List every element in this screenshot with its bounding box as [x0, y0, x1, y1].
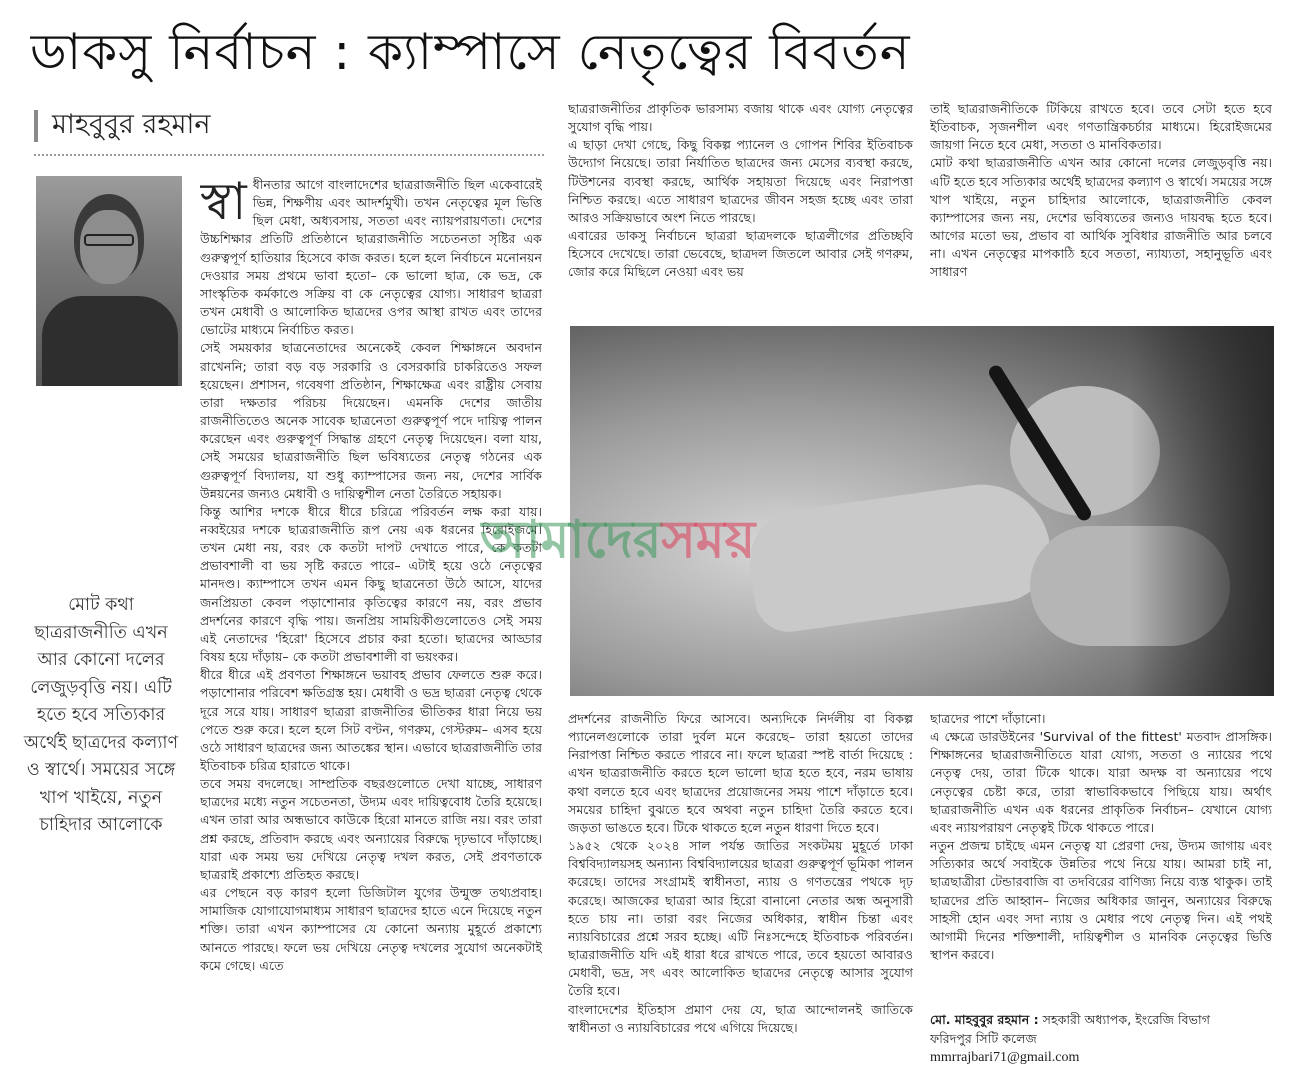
signature-line — [930, 1010, 1272, 1029]
byline-bar — [34, 110, 38, 142]
column-2-top — [568, 100, 913, 310]
column-2-bottom — [568, 710, 913, 1076]
author-signature — [930, 1010, 1272, 1076]
column-3-bottom — [930, 710, 1272, 1010]
paragraph: এর পেছনে বড় কারণ হলো ডিজিটাল যুগের উন্মুক্ত তথ্যপ্রবাহ। সামাজিক যোগাযোগমাধ্যম সাধারণ ছাত্রদের হাতে এনে দিয়েছে নতুন শক্তি। তারা এখন ক্যাম্পাসের যে কোনো অন্যায় মুহূর্তে প্রকাশ্যে আনতে পারছে। ফলে ভয় দেখিয়ে নেতৃত্ব দখলের সুযোগ অনেকটাই কমে গেছে। এতে — [200, 885, 542, 973]
author-name: মাহবুবুর রহমান — [52, 108, 211, 140]
headline: ডাকসু নির্বাচন : ক্যাম্পাসে নেতৃত্বের বিবর্তন — [30, 23, 911, 81]
dotted-divider — [34, 154, 544, 156]
signature-email[interactable]: mmrrajbari71@gmail.com — [930, 1050, 1080, 1065]
paragraph: ১৯৫২ থেকে ২০২৪ সাল পর্যন্ত জাতির সংকটময় মুহূর্তে ঢাকা বিশ্ববিদ্যালয়সহ অন্যান্য বিশ্ববিদ্যালয়ের ছাত্ররা গুরুত্বপূর্ণ ভূমিকা পালন করেছে। তাদের সংগ্রামই স্বাধীনতা, ন্যায় ও গণতন্ত্রের পথকে দৃঢ় করেছে। আজকের ছাত্ররা আর হিরো বানানো নেতার অন্ধ অনুসারী হতে চায় না। তারা বরং নিজের অধিকার, স্বাধীন চিন্তা এবং ন্যায়বিচারের প্রশ্নে সরব হচ্ছে। এটি নিঃসন্দেহে ইতিবাচক পরিবর্তন। ছাত্ররাজনীতি যদি এই ধারা ধরে রাখতে পারে, তবে হয়তো আবারও মেধাবী, ভদ্র, সৎ এবং আলোকিত ছাত্রদের নেতৃত্বে আসার সুযোগ তৈরি হবে। — [568, 838, 913, 999]
signature-name: মো. মাহবুবুর রহমান : — [930, 1012, 1039, 1027]
paragraph: এ ছাড়া দেখা গেছে, কিছু বিকল্প প্যানেল ও গোপন শিবির ইতিবাচক উদ্যোগ নিয়েছে। তারা নির্যাতিত ছাত্রদের জন্য মেসের ব্যবস্থা করছে, টিউশনের ব্যবস্থা করছে, আর্থিক সহায়তা দিয়েছে এবং নিরাপত্তা নিশ্চিত করছে। এতে সাধারণ ছাত্রদের জীবন সহজ হচ্ছে এবং তারা আরও সক্রিয়ভাবে অংশ নিতে পারছে। — [568, 137, 913, 225]
paragraph: ধীরে ধীরে এই প্রবণতা শিক্ষাঙ্গনে ভয়াবহ প্রভাব ফেলতে শুরু করে। পড়াশোনার পরিবেশ ক্ষতিগ্রস্ত হয়। মেধাবী ও ভদ্র ছাত্ররা নেতৃত্ব থেকে দূরে সরে যায়। সাধারণ ছাত্ররা রাজনীতির ভীতিকর ধারা নিয়ে ভয় পেতে শুরু করে। হলে হলে সিট বণ্টন, গণরুম, গেস্টরুম– এসব হয়ে ওঠে সাধারণ ছাত্রদের জন্য আতঙ্কের স্থান। এভাবে ছাত্ররাজনীতি তার ইতিবাচক চরিত্র হারাতে থাকে। — [200, 667, 542, 773]
paragraph: প্রদর্শনের রাজনীতি ফিরে আসবে। অন্যদিকে নির্দলীয় বা বিকল্প প্যানেলগুলোকে তারা দুর্বল মনে করেছে– তারা হয়তো তাদের নিরাপত্তা নিশ্চিত করতে পারবে না। ফলে ছাত্ররা স্পষ্ট বার্তা দিয়েছে : এখন ছাত্ররাজনীতি করতে হলে ভালো ছাত্র হতে হবে, নরম ভাষায় কথা বলতে হবে এবং ছাত্রদের প্রয়োজনের সময় পাশে দাঁড়াতে হবে। সময়ের চাহিদা বুঝতে হবে অথবা নতুন চাহিদা তৈরি করতে হবে। জড়তা ভাঙতে হবে। টিকে থাকতে হলে নতুন ধারণা দিতে হবে। — [568, 711, 913, 835]
paragraph: এবারের ডাকসু নির্বাচনে ছাত্ররা ছাত্রদলকে ছাত্রলীগের প্রতিচ্ছবি হিসেবে দেখেছে। তারা ভেবেছে, ছাত্রদল জিতলে আবার সেই গণরুম, জোর করে মিছিলে নেওয়া এবং ভয় — [568, 228, 913, 280]
paragraph: তাই ছাত্ররাজনীতিকে টিকিয়ে রাখতে হবে। তবে সেটা হতে হবে ইতিবাচক, সৃজনশীল এবং গণতান্ত্রিকচর্চার মাধ্যমে। হিরোইজমের জায়গা নিতে হবে মেধা, সততা ও মানবিকতার। — [930, 101, 1272, 153]
drop-cap: স্বা — [200, 176, 247, 232]
paragraph: ছাত্রদের পাশে দাঁড়ানো। — [930, 711, 1046, 726]
paragraph: নতুন প্রজন্ম চাইছে এমন নেতৃত্ব যা প্রেরণা দেয়, উদ্যম জাগায় এবং সত্যিকার অর্থে সবাইকে উন্নতির পথে নিয়ে যায়। আমরা চাই না, ছাত্রছাত্রীরা টেন্ডারবাজি বা তদবিরের বাণিজ্য নিয়ে ব্যস্ত থাকুক। তাই ছাত্রদের প্রতি আহ্বান– নিজের অধিকার জানুন, অন্যায়ের বিরুদ্ধে সাহসী হোন এবং সদা ন্যায় ও মেধার পথে নেতৃত্ব দিন। এই পথই আগামী দিনের শক্তিশালী, দায়িত্বশীল ও মানবিক নেতৃত্বের ভিত্তি স্থাপন করবে। — [930, 838, 1272, 963]
watermark-part-1: আমাদের — [480, 510, 662, 570]
paragraph: তবে সময় বদলেছে। সাম্প্রতিক বছরগুলোতে দেখা যাচ্ছে, সাধারণ ছাত্রদের মধ্যে নতুন সচেতনতা, উদ্যম এবং দায়িত্ববোধ তৈরি হয়েছে। এখন তারা আর অন্ধভাবে কাউকে হিরো মানতে রাজি নয়। বরং তারা প্রশ্ন করছে, প্রতিবাদ করছে এবং অন্যায়ের বিরুদ্ধে দৃঢ়ভাবে দাঁড়াচ্ছে। যারা এক সময় ভয় দেখিয়ে নেতৃত্ব দখল করত, সেই প্রবণতাকে ছাত্ররাই প্রকাশ্যে প্রতিহত করছে। — [200, 776, 542, 882]
publisher-watermark — [480, 500, 830, 580]
pull-quote: মোট কথা ছাত্ররাজনীতি এখন আর কোনো দলের লেজুড়বৃত্তি নয়। এটি হতে হবে সত্যিকার অর্থেই ছাত্রদের কল্যাণ ও স্বার্থে। সময়ের সঙ্গে খাপ খাইয়ে, নতুন চাহিদার আলোকে — [23, 595, 179, 835]
column-3-top — [930, 100, 1272, 310]
watermark-part-2: সময় — [661, 510, 756, 570]
signature-institution: ফরিদপুর সিটি কলেজ — [930, 1031, 1037, 1046]
paragraph: ছাত্ররাজনীতির প্রাকৃতিক ভারসাম্য বজায় থাকে এবং যোগ্য নেতৃত্বের সুযোগ বৃদ্ধি পায়। — [568, 101, 913, 135]
paragraph: এ ক্ষেত্রে ডারউইনের 'Survival of the fittest' মতবাদ প্রাসঙ্গিক। শিক্ষাঙ্গনের ছাত্ররাজনীতিতে যারা যোগ্য, সততা ও ন্যায়ের পথে নেতৃত্ব দেয়, তারা টিকে থাকে। যারা অদক্ষ বা অন্যায়ের পথে নেতৃত্বের চেষ্টা করে, তারা স্বাভাবিকভাবে পিছিয়ে যায়। অর্থাৎ ছাত্ররাজনীতি এখন এক ধরনের প্রাকৃতিক নির্বাচন– যেখানে যোগ্য এবং ন্যায়পরায়ণ নেতৃত্বই টিকে থাকতে পারে। — [930, 729, 1272, 835]
paragraph: কিন্তু আশির দশকে ধীরে ধীরে চরিত্রে পরিবর্তন লক্ষ করা যায়। নব্বইয়ের দশকে ছাত্ররাজনীতি রূপ নেয় এক ধরনের হিরোইজমে। তখন মেধা নয়, বরং কে কতটা দাপট দেখাতে পারে, কে কতটা প্রভাবশালী বা ভয় সৃষ্টি করতে পারে– এটাই হয়ে ওঠে নেতৃত্বের মানদণ্ড। ক্যাম্পাসে তখন এমন কিছু ছাত্রনেতা উঠে আসে, যাদের জনপ্রিয়তা কেবল পড়াশোনার কৃতিত্বের কারণে নয়, বরং প্রভাব প্রদর্শনের কারণে বৃদ্ধি পায়। জনপ্রিয় সাময়িকীগুলোতেও সেই সময় এই নেতাদের 'হিরো' হিসেবে প্রচার করা হতো। ছাত্রদের আড্ডার বিষয় হয়ে দাঁড়ায়– কে কতটা প্রভাবশালী বা ভয়ংকর। — [200, 503, 542, 665]
signature-role: সহকারী অধ্যাপক, ইংরেজি বিভাগ — [1042, 1012, 1210, 1027]
paragraph: সেই সময়কার ছাত্রনেতাদের অনেকেই কেবল শিক্ষাঙ্গনে অবদান রাখেননি; তারা বড় বড় সরকারি ও বেসরকারি চাকরিতেও সফল হয়েছেন। প্রশাসন, গবেষণা প্রতিষ্ঠান, শিক্ষাক্ষেত্র এবং রাষ্ট্রীয় সেবায় তারা দক্ষতার পরিচয় দিয়েছেন। এমনকি দেশের জাতীয় রাজনীতিতেও অনেক সাবেক ছাত্রনেতা গুরুত্বপূর্ণ পদে দায়িত্ব পালন করেছেন এবং গুরুত্বপূর্ণ সিদ্ধান্ত গ্রহণে নেতৃত্ব দিয়েছেন। বলা যায়, সেই সময়ের ছাত্ররাজনীতি ছিল ভবিষ্যতের নেতৃত্ব গঠনের এক গুরুত্বপূর্ণ বিদ্যালয়, যা শুধু ক্যাম্পাসের জন্য নয়, দেশের সার্বিক উন্নয়নের জন্যও মেধাবী ও দায়িত্বশীল নেতা তৈরিতে সহায়ক। — [200, 340, 542, 501]
paragraph: ধীনতার আগে বাংলাদেশের ছাত্ররাজনীতি ছিল একেবারেই ভিন্ন, শিক্ষণীয় এবং আদর্শমুখী। তখন নেতৃত্বের মূল ভিত্তি ছিল মেধা, অধ্যবসায়, সততা এবং ন্যায়পরায়ণতা। দেশের উচ্চশিক্ষার প্রতিটি প্রতিষ্ঠানে ছাত্ররাজনীতি সচেতনতা সৃষ্টির এক গুরুত্বপূর্ণ হাতিয়ার হিসেবে কাজ করত। হলে হলে নির্বাচনে মনোনয়ন দেওয়ার সময় প্রথমে ভাবা হতো– কে ভালো ছাত্র, কে ভদ্র, কে সাংস্কৃতিক কর্মকাণ্ডে সক্রিয় বা কে নেতৃত্বের যোগ্য। সাধারণ ছাত্ররা তখন মেধাবী ও আলোকিত ছাত্রদের ওপর আস্থা রাখত এবং তাদের ভোটের মাধ্যমে নির্বাচিত করত। — [200, 177, 542, 338]
author-photo — [36, 176, 182, 386]
paragraph: বাংলাদেশের ইতিহাস প্রমাণ দেয় যে, ছাত্র আন্দোলনই জাতিকে স্বাধীনতা ও ন্যায়বিচারের পথে এগিয়ে দিয়েছে। — [568, 1001, 913, 1035]
paragraph: মোট কথা ছাত্ররাজনীতি এখন আর কোনো দলের লেজুড়বৃত্তি নয়। এটি হতে হবে সত্যিকার অর্থেই ছাত্রদের কল্যাণ ও স্বার্থে। সময়ের সঙ্গে খাপ খাইয়ে, নতুন চাহিদার আলোকে, ছাত্ররাজনীতি কেবল ক্যাম্পাসের জন্য নয়, দেশের ভবিষ্যতের জন্যও দায়বদ্ধ হতে হবে। আগের মতো ভয়, প্রভাব বা আর্থিক সুবিধার রাজনীতি আর চলবে না। এখন নেতৃত্বের মাপকাঠি হবে সততা, ন্যায্যতা, সহানুভূতি এবং সাধারণ — [930, 155, 1272, 280]
byline — [34, 106, 544, 146]
column-1 — [200, 176, 542, 1076]
